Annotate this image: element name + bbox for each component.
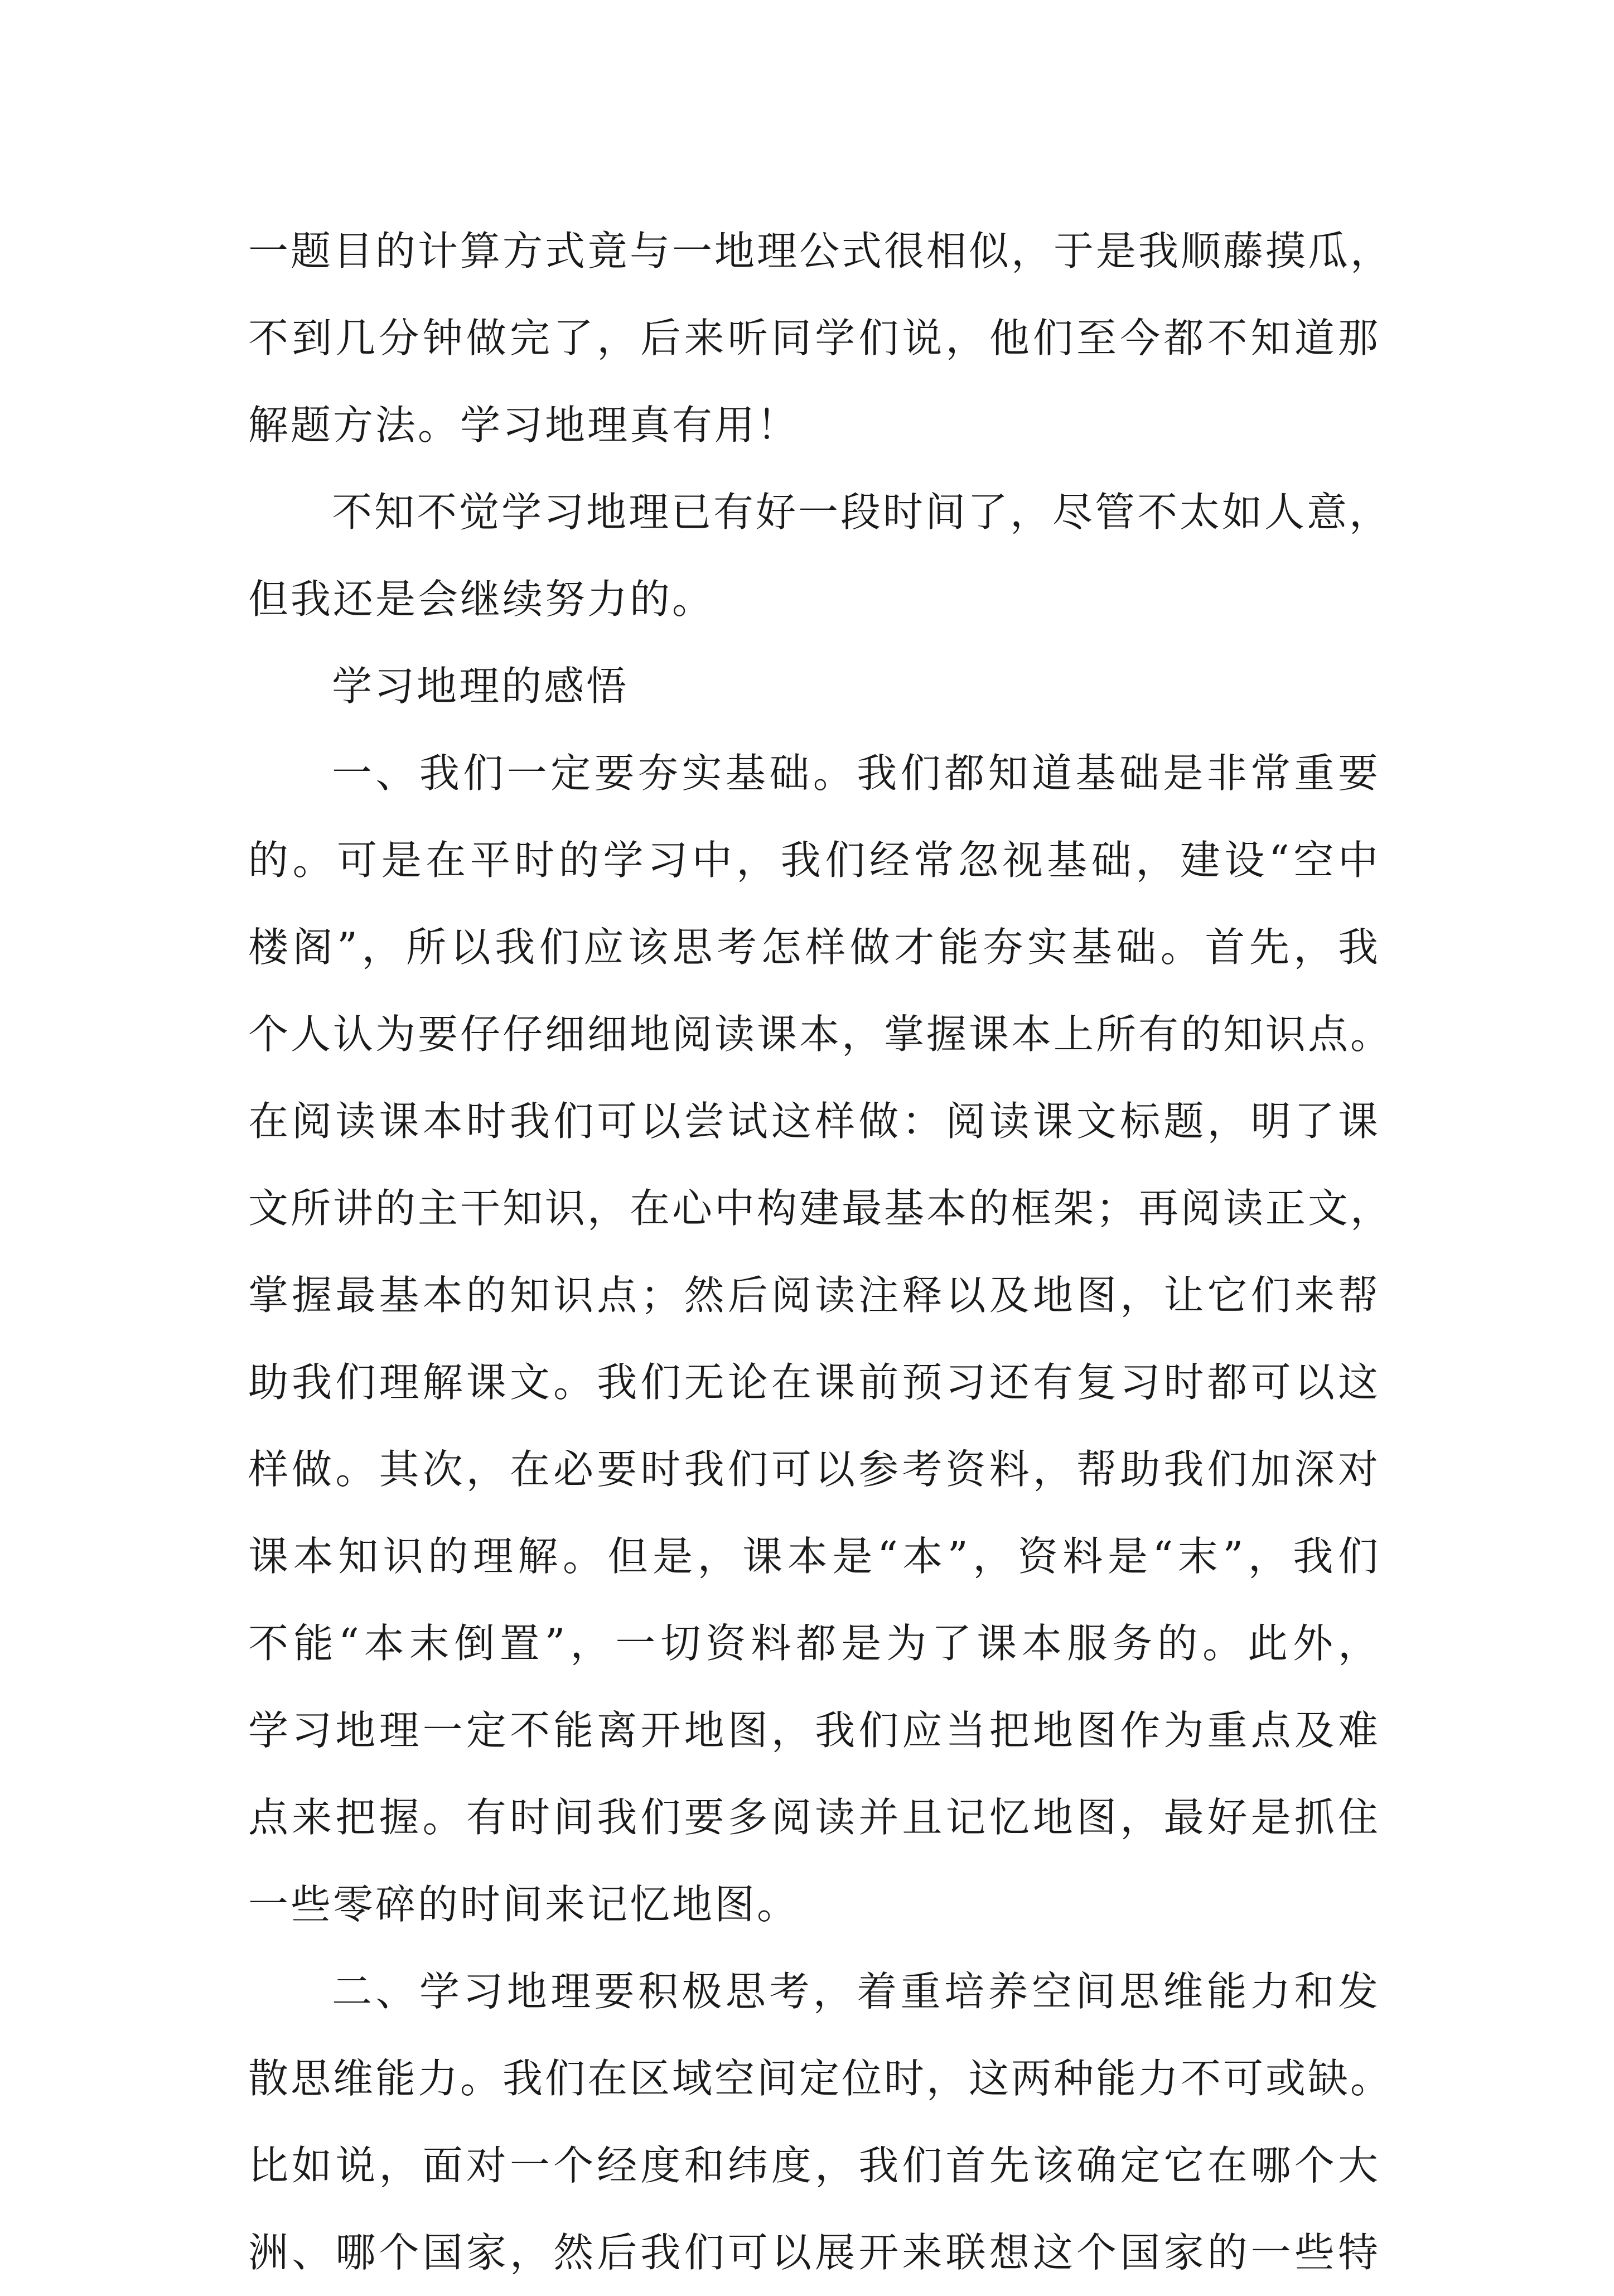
text-line: 一些零碎的时间来记忆地图。 <box>248 1881 800 1928</box>
text-line: 楼阁”，所以我们应该思考怎样做才能夯实基础。首先，我 <box>248 924 1380 971</box>
text-line: 个人认为要仔仔细细地阅读课本，掌握课本上所有的知识点。 <box>248 1011 1393 1058</box>
text-line: 学习地理的感悟 <box>332 663 629 710</box>
text-line: 不到几分钟做完了，后来听同学们说，他们至今都不知道那 <box>248 315 1380 361</box>
text-line: 助我们理解课文。我们无论在课前预习还有复习时都可以这 <box>248 1359 1380 1406</box>
text-line: 比如说，面对一个经度和纬度，我们首先该确定它在哪个大 <box>248 2142 1380 2189</box>
text-line: 一、我们一定要夯实基础。我们都知道基础是非常重要 <box>332 750 1380 797</box>
text-line: 学习地理一定不能离开地图，我们应当把地图作为重点及难 <box>248 1707 1380 1754</box>
text-line: 不知不觉学习地理已有好一段时间了，尽管不太如人意， <box>332 489 1392 536</box>
text-line: 的。可是在平时的学习中，我们经常忽视基础，建设“空中 <box>248 837 1380 884</box>
body-text <box>248 208 1393 2296</box>
text-line: 课本知识的理解。但是，课本是“本”，资料是“末”，我们 <box>248 1533 1380 1580</box>
text-line: 散思维能力。我们在区域空间定位时，这两种能力不可或缺。 <box>248 2055 1393 2102</box>
text-line: 文所讲的主干知识，在心中构建最基本的框架；再阅读正文， <box>248 1185 1393 1232</box>
text-line: 但我还是会继续努力的。 <box>248 576 715 623</box>
text-line: 点来把握。有时间我们要多阅读并且记忆地图，最好是抓住 <box>248 1794 1380 1841</box>
text-line: 一题目的计算方式竟与一地理公式很相似，于是我顺藤摸瓜， <box>248 228 1393 274</box>
text-line: 二、学习地理要积极思考，着重培养空间思维能力和发 <box>332 1968 1380 2015</box>
text-line: 不能“本末倒置”，一切资料都是为了课本服务的。此外， <box>248 1620 1380 1667</box>
text-line: 样做。其次，在必要时我们可以参考资料，帮助我们加深对 <box>248 1446 1380 1493</box>
text-line: 解题方法。学习地理真有用！ <box>248 402 800 448</box>
text-line: 在阅读课本时我们可以尝试这样做：阅读课文标题，明了课 <box>248 1098 1380 1145</box>
text-line: 洲、哪个国家，然后我们可以展开来联想这个国家的一些特 <box>248 2229 1380 2276</box>
text-line: 掌握最基本的知识点；然后阅读注释以及地图，让它们来帮 <box>248 1272 1380 1319</box>
